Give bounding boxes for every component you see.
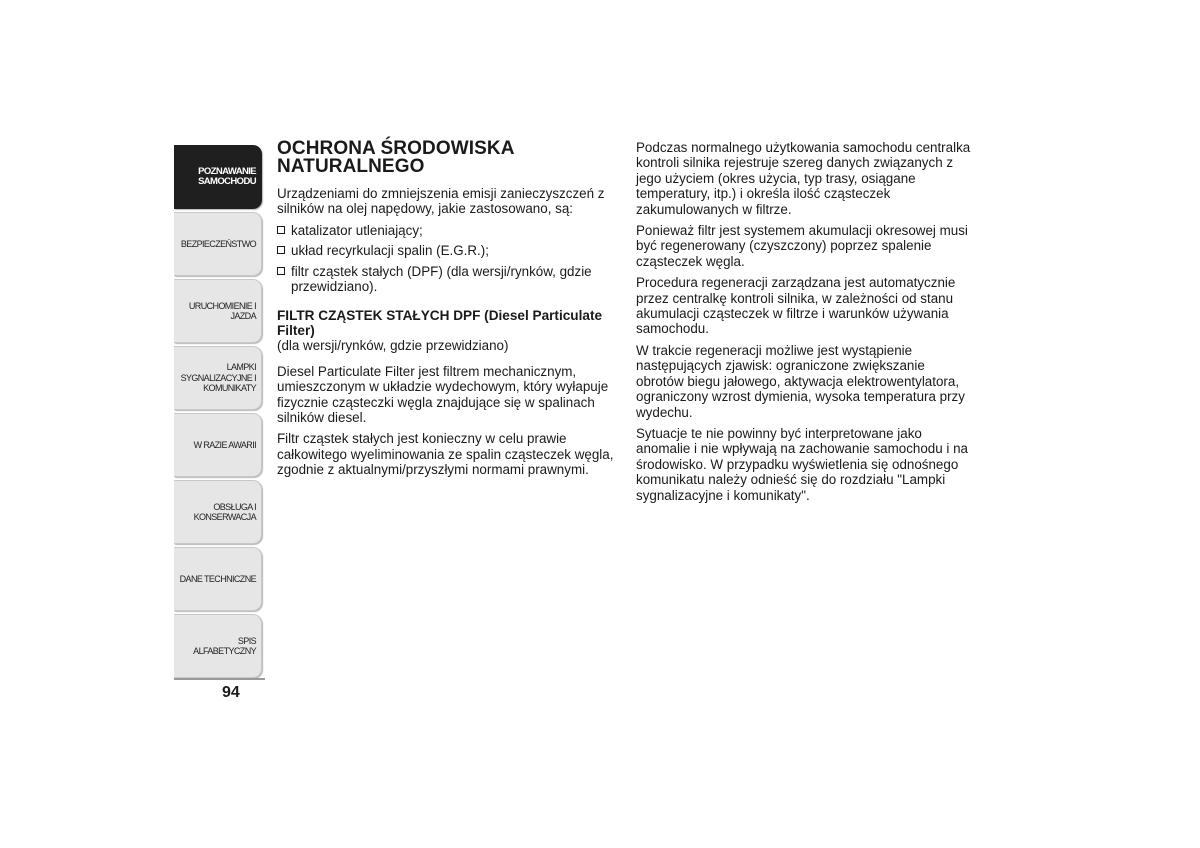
checkbox-bullet-icon — [277, 226, 285, 234]
page-number: 94 — [222, 684, 240, 701]
checkbox-bullet-icon — [277, 267, 285, 275]
list-item-text: układ recyrkulacji spalin (E.G.R.); — [291, 243, 489, 259]
paragraph: Podczas normalnego użytkowania samochodu centralka kontroli silnika rejestruje szereg danych związanych z jego użyciem (okres użycia, typ trasy, osiągane temperatury, itp.) i określa ilość cząsteczek zakumulowanych w filtrze. — [636, 140, 971, 217]
subsection-note: (dla wersji/rynków, gdzie przewidziano) — [277, 338, 509, 354]
tab-lampki-sygnalizacyjne[interactable]: LAMPKI SYGNALIZACYJNE I KOMUNIKATY — [174, 346, 262, 410]
list-item — [277, 243, 619, 258]
paragraph: Procedura regeneracji zarządzana jest automatycznie przez centralkę kontroli silnika, w zależności od stanu akumulacji cząsteczek w filtrze i warunków używania samochodu. — [636, 275, 956, 337]
subsection-title: FILTR CZĄSTEK STAŁYCH DPF (Diesel Particulate Filter) — [277, 308, 603, 339]
device-list — [277, 223, 619, 295]
list-item — [277, 223, 619, 238]
paragraph: Sytuacje te nie powinny być interpretowane jako anomalie i nie wpływają na zachowanie samochodu i na środowisko. W przypadku wyświetlenia się odnośnego komunikatu należy odnieść się do rozdziału "Lampki sygnalizacyjne i komunikaty". — [636, 425, 968, 503]
right-column — [636, 140, 974, 509]
list-item-text: katalizator utleniający; — [291, 222, 423, 238]
tab-obsluga-i-konserwacja[interactable]: OBSŁUGA I KONSERWACJA — [174, 480, 262, 544]
paragraph: Diesel Particulate Filter jest filtrem mechanicznym, umieszczonym w układzie wydechowym, który wyłapuje fizycznie cząsteczki węgla znajdujące się w spalinach silników diesel. — [277, 363, 609, 426]
tabs-bottom-rule — [174, 678, 265, 680]
tab-dane-techniczne[interactable]: DANE TECHNICZNE — [174, 547, 262, 611]
tab-bezpieczenstwo[interactable]: BEZPIECZEŃSTWO — [174, 212, 262, 276]
tab-poznawanie-samochodu[interactable]: POZNAWANIE SAMOCHODU — [174, 145, 262, 209]
section-title: OCHRONA ŚRODOWISKA NATURALNEGO — [277, 138, 514, 177]
list-item-text: filtr cząstek stałych (DPF) (dla wersji/rynków, gdzie przewidziano). — [291, 263, 592, 295]
tab-w-razie-awarii[interactable]: W RAZIE AWARII — [174, 413, 262, 477]
paragraph: W trakcie regeneracji możliwe jest wystąpienie następujących zjawisk: ograniczone zwiększanie obrotów biegu jałowego, aktywacja elektrowentylatora, ograniczony wzrost dymienia, wysoka temperatura przy wydechu. — [636, 342, 965, 420]
paragraph: Filtr cząstek stałych jest konieczny w celu prawie całkowitego wyeliminowania ze spalin cząsteczek węgla, zgodnie z aktualnymi/przyszłymi normami prawnymi. — [277, 431, 614, 478]
checkbox-bullet-icon — [277, 246, 285, 254]
tab-spis-alfabetyczny[interactable]: SPIS ALFABETYCZNY — [174, 614, 262, 678]
intro-paragraph: Urządzeniami do zmniejszenia emisji zanieczyszczeń z silników na olej napędowy, jakie zastosowano, są: — [277, 186, 605, 217]
tab-uruchomienie-i-jazda[interactable]: URUCHOMIENIE I JAZDA — [174, 279, 262, 343]
left-column — [277, 140, 619, 484]
list-item — [277, 264, 619, 295]
paragraph: Ponieważ filtr jest systemem akumulacji okresowej musi być regenerowany (czyszczony) poprzez spalenie cząsteczek węgla. — [636, 223, 968, 269]
